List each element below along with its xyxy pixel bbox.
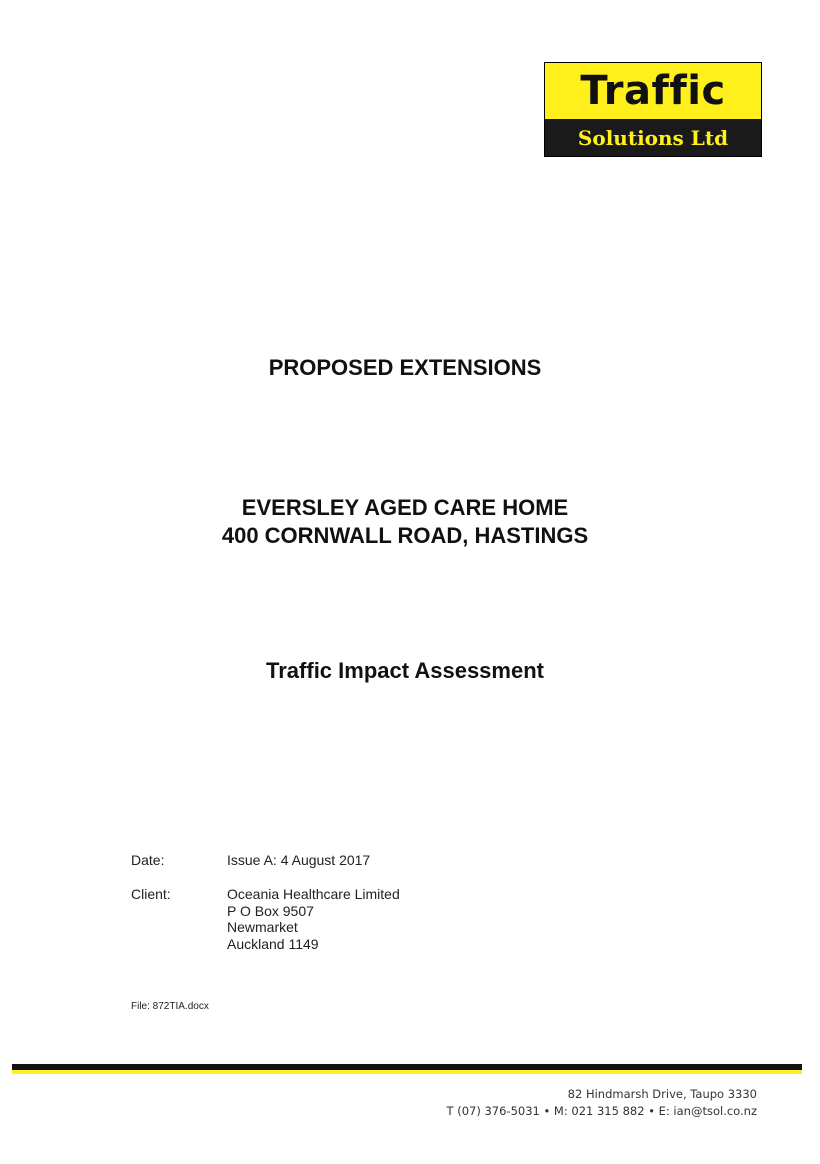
company-logo <box>544 62 762 157</box>
document-title: PROPOSED EXTENSIONS <box>268 355 542 380</box>
footer-contact: T (07) 376-5031 • M: 021 315 882 • E: ian@tsol.co.nz <box>446 1104 757 1118</box>
logo-text-solutions: Solutions Ltd <box>577 125 729 150</box>
report-type: Traffic Impact Assessment <box>266 658 544 683</box>
site-name: EVERSLEY AGED CARE HOME <box>241 495 569 520</box>
footer-rule-yellow <box>12 1070 802 1074</box>
client-label: Client: <box>131 886 171 902</box>
logo-top-band <box>545 63 761 119</box>
client-suburb: Newmarket <box>227 919 298 935</box>
footer-address: 82 Hindmarsh Drive, Taupo 3330 <box>567 1087 757 1101</box>
client-po-box: P O Box 9507 <box>227 903 314 919</box>
logo-text-traffic: Traffic <box>580 68 726 114</box>
logo-bottom-band <box>545 119 761 156</box>
client-city: Auckland 1149 <box>227 936 319 952</box>
date-value: Issue A: 4 August 2017 <box>227 852 371 868</box>
site-address: 400 CORNWALL ROAD, HASTINGS <box>221 523 589 548</box>
date-label: Date: <box>131 852 165 868</box>
client-name: Oceania Healthcare Limited <box>227 886 400 902</box>
file-reference: File: 872TIA.docx <box>131 1001 209 1012</box>
